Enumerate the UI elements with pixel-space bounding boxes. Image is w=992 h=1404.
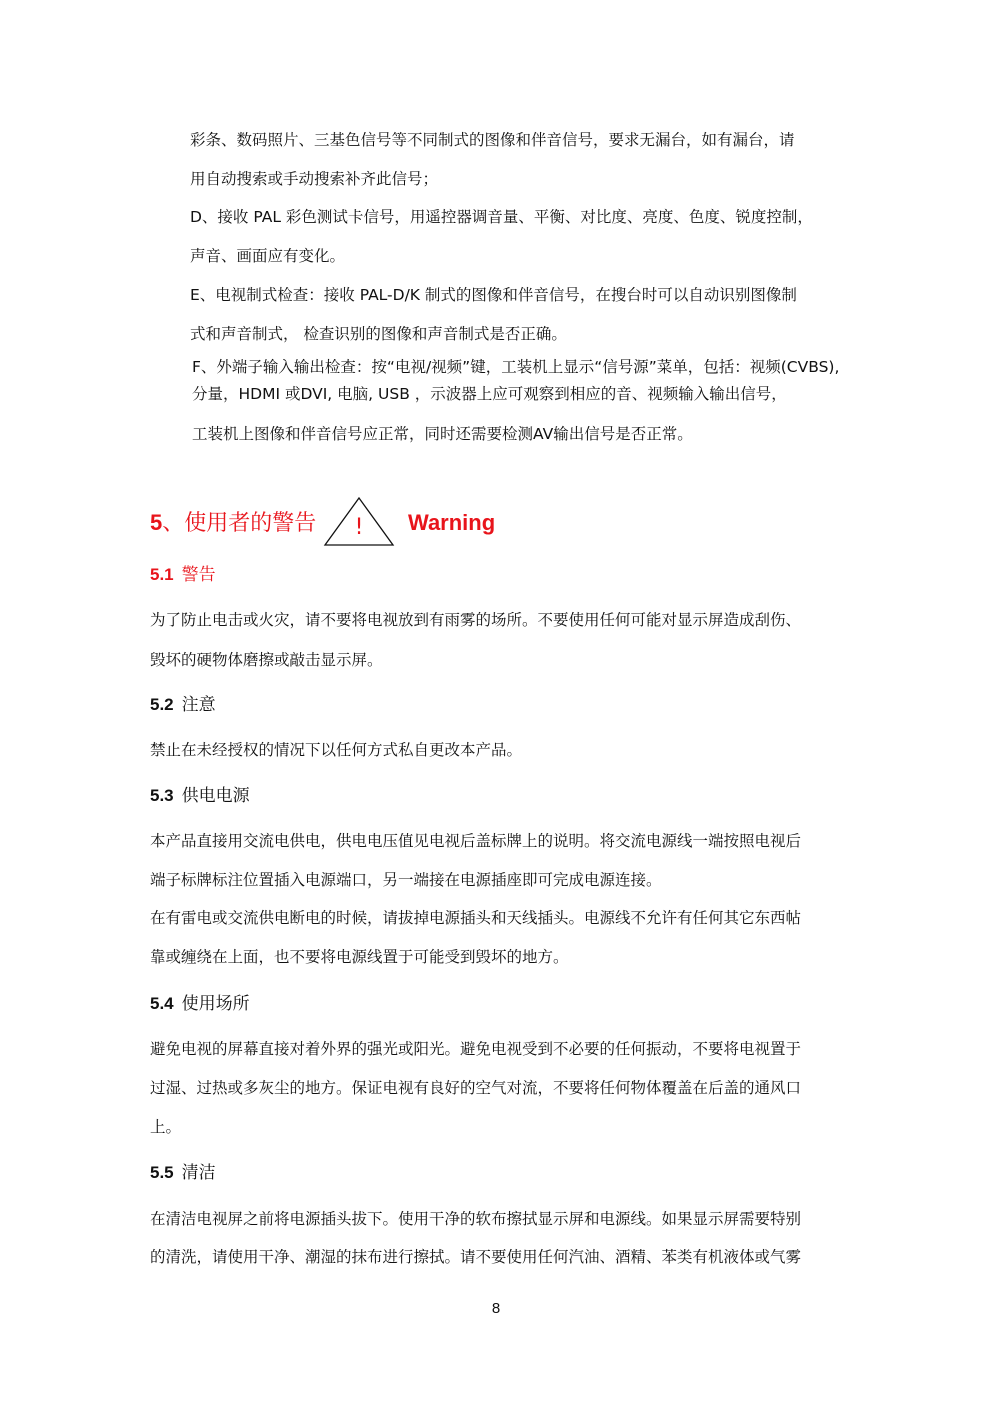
- paragraph-line: 禁止在未经授权的情况下以任何方式私自更改本产品。: [150, 741, 523, 759]
- warning-triangle-icon: [323, 495, 395, 549]
- section-heading: [150, 506, 316, 541]
- paragraph-line: 声音、画面应有变化。: [190, 247, 346, 265]
- paragraph-line: 靠或缠绕在上面，也不要将电源线置于可能受到毁坏的地方。: [150, 948, 569, 966]
- paragraph-line: D、接收 PAL 彩色测试卡信号，用遥控器调音量、平衡、对比度、亮度、色度、锐度控制，: [190, 208, 813, 226]
- paragraph-line: 工装机上图像和伴音信号应正常，同时还需要检测AV输出信号是否正常。: [192, 425, 693, 443]
- warning-label: Warning: [408, 510, 496, 535]
- paragraph-line: 的清洗，请使用干净、潮湿的抹布进行擦拭。请不要使用任何汽油、酒精、苯类有机液体或气雾: [150, 1248, 802, 1266]
- paragraph-line: 毁坏的硬物体磨擦或敲击显示屏。: [150, 651, 383, 669]
- subsection-heading-5-3: 5.3 供电电源: [150, 786, 250, 806]
- paragraph-line: E、电视制式检查：接收 PAL-D/K 制式的图像和伴音信号，在搜台时可以自动识别图像制: [190, 286, 797, 304]
- subsection-heading-5-1: 5.1 警告: [150, 565, 216, 585]
- subsection-heading-5-2: 5.2 注意: [150, 695, 216, 715]
- paragraph-line: 在清洁电视屏之前将电源插头拔下。使用干净的软布擦拭显示屏和电源线。如果显示屏需要特别: [150, 1210, 802, 1228]
- paragraph-line: 在有雷电或交流供电断电的时候，请拔掉电源插头和天线插头。电源线不允许有任何其它东西帖: [150, 909, 802, 927]
- subsection-heading-5-4: 5.4 使用场所: [150, 994, 250, 1014]
- paragraph-line: 端子标牌标注位置插入电源端口，另一端接在电源插座即可完成电源连接。: [150, 871, 662, 889]
- page-number: 8: [491, 1300, 501, 1317]
- paragraph-line: 彩条、数码照片、三基色信号等不同制式的图像和伴音信号，要求无漏台，如有漏台，请: [190, 131, 795, 149]
- warning-symbol: !: [354, 515, 364, 540]
- section-number: 5: [150, 510, 163, 535]
- paragraph-line: 过湿、过热或多灰尘的地方。保证电视有良好的空气对流，不要将任何物体覆盖在后盖的通风口: [150, 1079, 802, 1097]
- subsection-heading-5-5: 5.5 清洁: [150, 1163, 216, 1183]
- paragraph-line: 避免电视的屏幕直接对着外界的强光或阳光。避免电视受到不必要的任何振动，不要将电视置于: [150, 1040, 802, 1058]
- paragraph-line: F、外端子输入输出检查：按“电视/视频”键，工装机上显示“信号源”菜单，包括：视频(CVBS),: [192, 358, 840, 376]
- paragraph-line: 用自动搜索或手动搜索补齐此信号；: [190, 170, 439, 188]
- paragraph-line: 为了防止电击或火灾，请不要将电视放到有雨雾的场所。不要使用任何可能对显示屏造成刮伤、: [150, 611, 802, 629]
- section-title: 、使用者的警告: [162, 511, 317, 536]
- paragraph-line: 上。: [150, 1118, 182, 1136]
- paragraph-line: 分量，HDMI 或DVI, 电脑, USB ，示波器上应可观察到相应的音、视频输入输出信号，: [192, 385, 787, 403]
- paragraph-line: 本产品直接用交流电供电，供电电压值见电视后盖标牌上的说明。将交流电源线一端按照电视后: [150, 832, 802, 850]
- paragraph-line: 式和声音制式， 检查识别的图像和声音制式是否正确。: [190, 325, 567, 343]
